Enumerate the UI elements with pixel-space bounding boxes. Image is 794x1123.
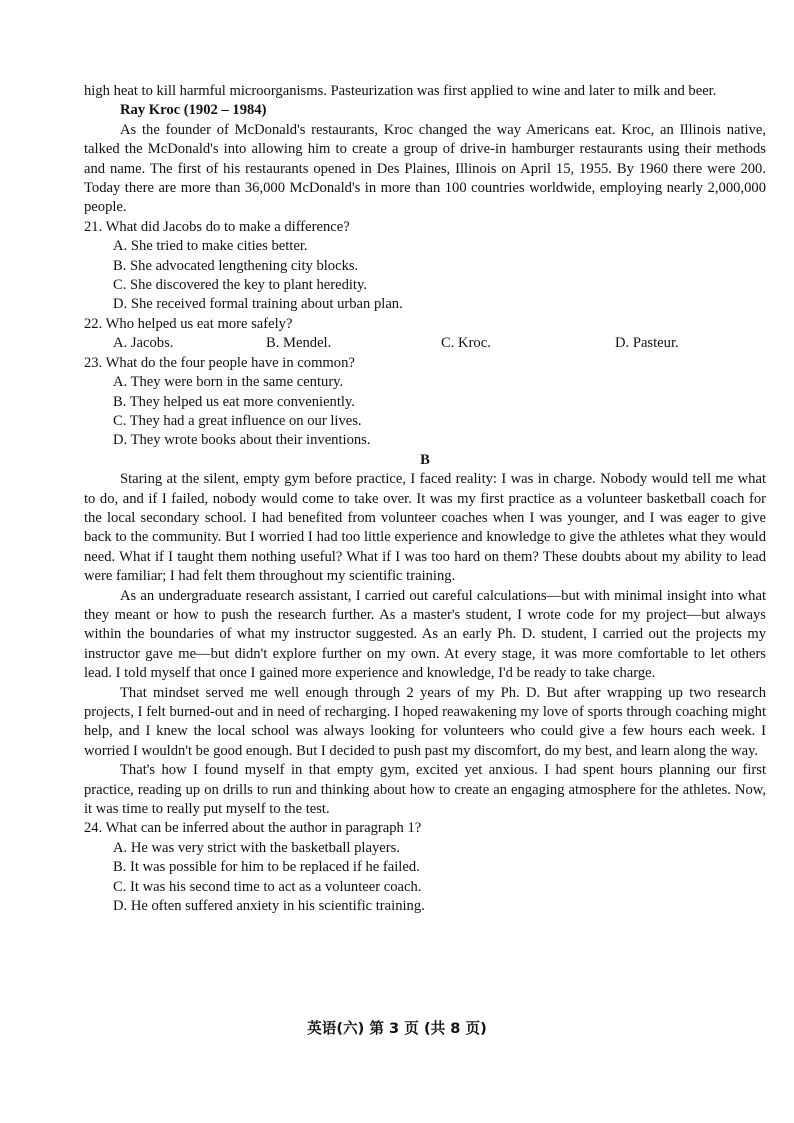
question-stem: 21. What did Jacobs do to make a difference?: [84, 218, 350, 235]
option-d: D. They wrote books about their inventions.: [113, 432, 371, 449]
options-row: [84, 334, 766, 353]
page-footer: 英语(六) 第 3 页 (共 8 页): [307, 1020, 487, 1037]
exam-page-body: [84, 82, 766, 916]
option-c: C. She discovered the key to plant heredity.: [113, 277, 367, 294]
question-24: [84, 819, 766, 916]
option-a: A. They were born in the same century.: [113, 374, 344, 391]
option-b: B. It was possible for him to be replaced if he failed.: [113, 859, 420, 876]
question-23: [84, 354, 766, 451]
option-a: A. Jacobs.: [113, 335, 174, 352]
question-21: [84, 218, 766, 315]
intro-paragraph-end: high heat to kill harmful microorganisms. Pasteurization was first applied to wine and later to milk and beer.: [84, 83, 717, 99]
option-c: C. Kroc.: [441, 335, 491, 352]
passage-b-paragraph-3: That mindset served me well enough through 2 years of my Ph. D. But after wrapping up two research projects, I felt burned-out and in need of recharging. I hoped reawakening my love of sports through coaching might help, and I knew the local school was always looking for volunteers who could give a few hours each week. I worried I wouldn't be good enough. But I decided to push past my discomfort, do my best, and learn along the way.: [84, 684, 766, 759]
option-c: C. It was his second time to act as a volunteer coach.: [113, 878, 422, 895]
option-c: C. They had a great influence on our lives.: [113, 412, 362, 429]
passage-b-paragraph-1: Staring at the silent, empty gym before practice, I faced reality: I was in charge. Nobody would tell me what to do, and if I failed, nobody would come to take over. It was my first practice as a volunteer basketball coach for the local secondary school. I had benefited from volunteer coaches when I was younger, and I was eager to give back to the community. But I worried I had too little experience and knowledge to give the athletes what they would need. What if I taught them nothing useful? What if I was too hard on them? These doubts about my ability to lead were familiar; I had felt them throughout my scientific training.: [84, 471, 766, 585]
passage-b-paragraph-4: That's how I found myself in that empty gym, excited yet anxious. I had spent hours planning our first practice, reading up on drills to run and thinking about how to create an engaging atmosphere for the athletes. Now, it was time to really put myself to the test.: [84, 762, 766, 818]
option-b: B. Mendel.: [266, 335, 332, 352]
option-a: A. He was very strict with the basketball players.: [113, 839, 400, 856]
question-22: [84, 315, 766, 354]
option-d: D. Pasteur.: [615, 335, 679, 352]
option-d: D. He often suffered anxiety in his scientific training.: [113, 898, 425, 915]
option-a: A. She tried to make cities better.: [113, 238, 308, 255]
option-d: D. She received formal training about urban plan.: [113, 296, 403, 313]
question-stem: 22. Who helped us eat more safely?: [84, 315, 293, 332]
option-b: B. They helped us eat more conveniently.: [113, 393, 355, 410]
question-stem: 24. What can be inferred about the author in paragraph 1?: [84, 820, 422, 837]
kroc-heading: Ray Kroc (1902 – 1984): [120, 102, 267, 119]
kroc-paragraph: As the founder of McDonald's restaurants, Kroc changed the way Americans eat. Kroc, an Illinois native, talked the McDonald's into allowing him to create a group of drive-in hamburger restaurants using their methods and name. The first of his restaurants opened in Des Plaines, Illinois on April 15, 1955. By 1960 there were 200. Today there are more than 36,000 McDonald's in more than 100 countries worldwide, employing nearly 2,000,000 people.: [84, 121, 766, 216]
question-stem: 23. What do the four people have in common?: [84, 354, 355, 371]
section-b-heading: B: [420, 451, 430, 468]
option-b: B. She advocated lengthening city blocks.: [113, 257, 359, 274]
passage-b-paragraph-2: As an undergraduate research assistant, I carried out careful calculations—but with minimal insight into what they meant or how to push the research further. As a master's student, I wrote code for my project—but always within the boundaries of what my instructor suggested. As an early Ph. D. student, I carried out the projects my instructor gave me—but didn't explore further on my own. At every stage, it was more comfortable to let others lead. I told myself that once I gained more experience and knowledge, I'd be ready to take charge.: [84, 587, 766, 682]
